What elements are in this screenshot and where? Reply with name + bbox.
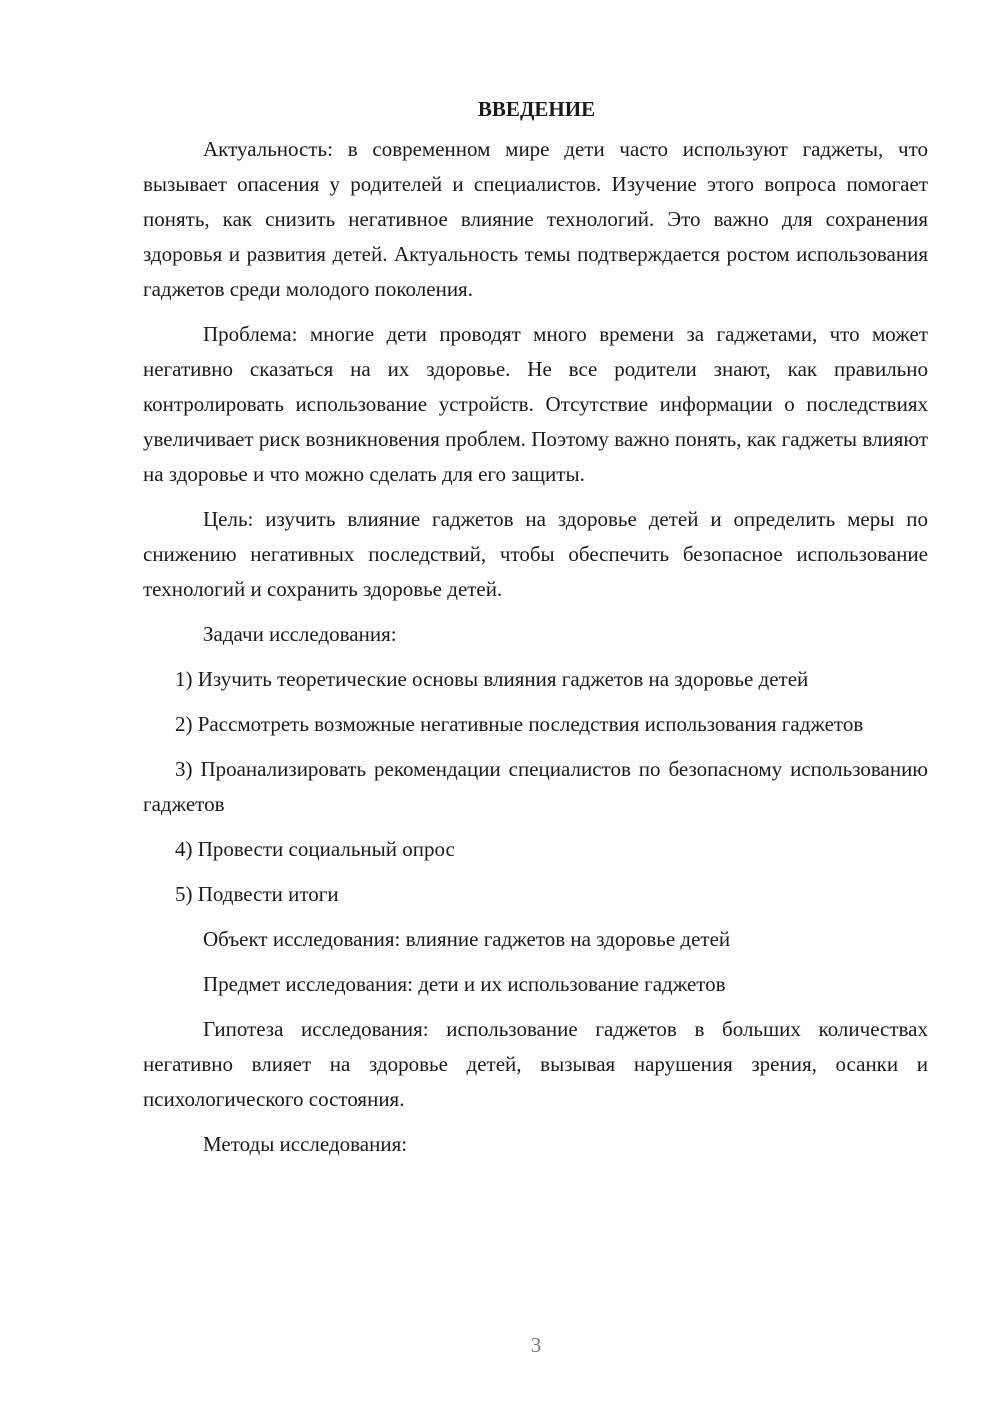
page-number: 3 xyxy=(530,1333,542,1357)
relevance-paragraph: Актуальность: в современном мире дети часто используют гаджеты, что вызывает опасения у родителей и специалистов. Изучение этого вопроса помогает понять, как снизить негативное влияние технологий. Это важно для сохранения здоровья и развития детей. Актуальность темы подтверждается ростом использования гаджетов среди молодого поколения. xyxy=(143,137,928,301)
object-paragraph: Объект исследования: влияние гаджетов на здоровье детей xyxy=(203,927,731,951)
page-title: ВВЕДЕНИЕ xyxy=(477,97,596,121)
task-item-2: 2) Рассмотреть возможные негативные последствия использования гаджетов xyxy=(175,712,864,736)
subject-paragraph: Предмет исследования: дети и их использование гаджетов xyxy=(203,972,726,996)
task-item-3: 3) Проанализировать рекомендации специалистов по безопасному использованию гаджетов xyxy=(143,757,928,816)
task-item-4: 4) Провести социальный опрос xyxy=(175,837,455,861)
methods-heading: Методы исследования: xyxy=(203,1132,408,1156)
problem-paragraph: Проблема: многие дети проводят много времени за гаджетами, что может негативно сказаться на их здоровье. Не все родители знают, как правильно контролировать использование устройств. Отсутствие информации о последствиях увеличивает риск возникновения проблем. Поэтому важно понять, как гаджеты влияют на здоровье и что можно сделать для его защиты. xyxy=(143,322,928,486)
tasks-heading: Задачи исследования: xyxy=(203,622,397,646)
task-item-5: 5) Подвести итоги xyxy=(175,882,339,906)
hypothesis-paragraph: Гипотеза исследования: использование гаджетов в больших количествах негативно влияет на здоровье детей, вызывая нарушения зрения, осанки и психологического состояния. xyxy=(143,1017,928,1111)
goal-paragraph: Цель: изучить влияние гаджетов на здоровье детей и определить меры по снижению негативных последствий, чтобы обеспечить безопасное использование технологий и сохранить здоровье детей. xyxy=(143,507,928,601)
task-item-1: 1) Изучить теоретические основы влияния гаджетов на здоровье детей xyxy=(175,667,809,691)
document-page xyxy=(143,92,928,1172)
